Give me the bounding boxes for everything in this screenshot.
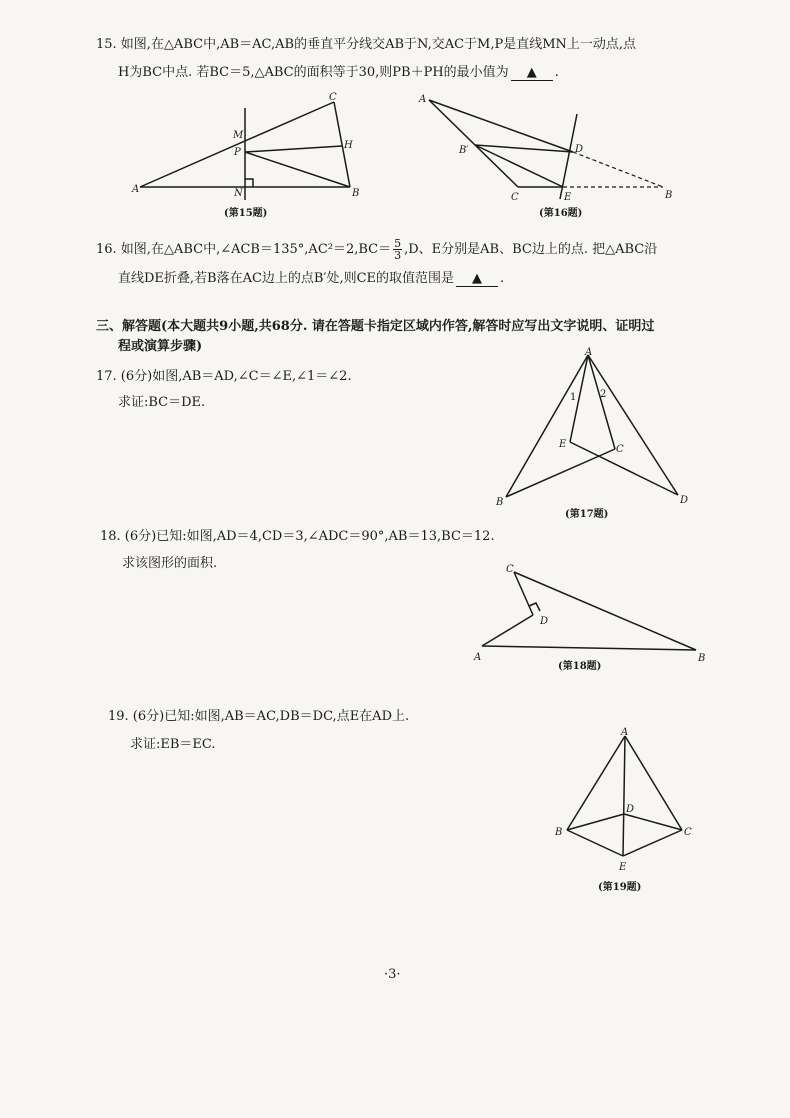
q16-line1-pre: 16. 如图,在△ABC中,∠ACB＝135°,AC²＝2,BC＝ [96, 242, 392, 257]
q19-caption: (第19题) [598, 882, 642, 893]
q15-end: . [554, 65, 559, 80]
q15-caption: (第15题) [224, 208, 268, 219]
q17-line2: 求证:BC＝DE. [118, 395, 206, 410]
q18-caption: (第18题) [558, 661, 602, 672]
q15-segment-ac [140, 102, 334, 187]
q16-label-a: A [419, 94, 427, 105]
page-number: ·3· [384, 967, 401, 982]
q15-segment-ph [245, 146, 342, 152]
q17-caption: (第17题) [565, 509, 609, 520]
q16-segment-ac [429, 100, 518, 187]
q16-fraction [393, 238, 402, 261]
section3-heading-line2: 程或演算步骤) [118, 339, 203, 354]
q15-segment-pb [245, 152, 350, 187]
q19-line1: 19. (6分)已知:如图,AB＝AC,DB＝DC,点E在AD上. [108, 709, 410, 724]
q15-label-c: C [329, 92, 337, 103]
q19-figure [550, 722, 700, 897]
q18-label-c: C [506, 564, 514, 575]
q16-line1 [96, 238, 657, 261]
q17-segment-ad [588, 355, 678, 495]
q17-line1: 17. (6分)如图,AB＝AD,∠C＝∠E,∠1＝∠2. [96, 369, 352, 384]
q16-label-b1: B′ [459, 145, 469, 156]
q18-label-d: D [540, 616, 549, 627]
q15-right-angle-mark [245, 179, 253, 187]
q16-end: . [500, 271, 505, 286]
q18-label-a: A [474, 652, 482, 663]
q15-answer-blank: ▲ [511, 66, 553, 81]
q15-figure [128, 90, 368, 225]
q16-figure [415, 90, 685, 225]
q19-label-e: E [619, 862, 627, 873]
q19-label-b: B [555, 827, 563, 838]
q16-label-e: E [564, 192, 572, 203]
q18-figure [470, 560, 720, 675]
q15-label-b: B [352, 188, 360, 199]
q15-line1: 15. 如图,在△ABC中,AB＝AC,AB的垂直平分线交AB于N,交AC于M,P是直线MN上一动点,点 [96, 37, 637, 52]
q16-label-c: C [511, 192, 519, 203]
q17-label-angle1: 1 [570, 392, 577, 403]
q17-label-a: A [585, 347, 593, 358]
q16-line2-text: 直线DE折叠,若B落在AC边上的点B′处,则CE的取值范围是 [118, 271, 455, 286]
q16-label-b: B [665, 190, 673, 201]
q19-label-a: A [621, 727, 629, 738]
q18-segment-ab [482, 646, 696, 650]
q18-line1: 18. (6分)已知:如图,AD＝4,CD＝3,∠ADC＝90°,AB＝13,BC＝12. [100, 529, 495, 544]
q16-segment-ad [429, 100, 573, 152]
q17-segment-ab [506, 355, 588, 497]
q16-line1-post: ,D、E分别是AB、BC边上的点. 把△ABC沿 [404, 242, 658, 257]
q16-caption: (第16题) [539, 208, 583, 219]
q15-label-h: H [344, 140, 353, 151]
q15-label-a: A [132, 184, 140, 195]
q16-label-d: D [575, 144, 584, 155]
q16-fold-line-de [560, 114, 577, 199]
q16-segment-b1e [475, 145, 563, 187]
q19-segment-ae [623, 736, 625, 856]
q19-label-d: D [626, 804, 635, 815]
q17-label-d: D [680, 495, 689, 506]
q16-line2 [118, 270, 504, 288]
q15-line2-text: H为BC中点. 若BC＝5,△ABC的面积等于30,则PB＋PH的最小值为 [118, 65, 509, 80]
q19-line2: 求证:EB＝EC. [130, 737, 216, 752]
q16-frac-den: 3 [394, 249, 402, 262]
q17-label-e: E [559, 439, 567, 450]
q16-segment-db-dashed [573, 152, 663, 187]
q15-label-n: N [234, 188, 243, 199]
q18-line2: 求该图形的面积. [122, 556, 218, 571]
q15-line2 [118, 64, 559, 82]
section3-heading-line1: 三、解答题(本大题共9小题,共68分. 请在答题卡指定区域内作答,解答时应写出文字说明、证明过 [96, 319, 655, 334]
q17-label-b: B [496, 497, 504, 508]
q15-label-m: M [233, 130, 244, 141]
q17-segment-ac [588, 355, 615, 449]
q17-label-c: C [616, 444, 624, 455]
q17-figure [490, 345, 700, 525]
q17-segment-cb [506, 449, 615, 497]
q19-label-c: C [684, 827, 692, 838]
q16-frac-num: 5 [394, 237, 402, 250]
q15-label-p: P [234, 147, 241, 158]
q16-answer-blank: ▲ [456, 272, 498, 287]
q19-segment-ec [623, 830, 682, 856]
q17-label-angle2: 2 [600, 389, 607, 400]
q18-label-b: B [698, 653, 706, 664]
q19-segment-be [567, 830, 623, 856]
q18-segment-da [482, 615, 533, 646]
q18-segment-cb [514, 572, 696, 650]
